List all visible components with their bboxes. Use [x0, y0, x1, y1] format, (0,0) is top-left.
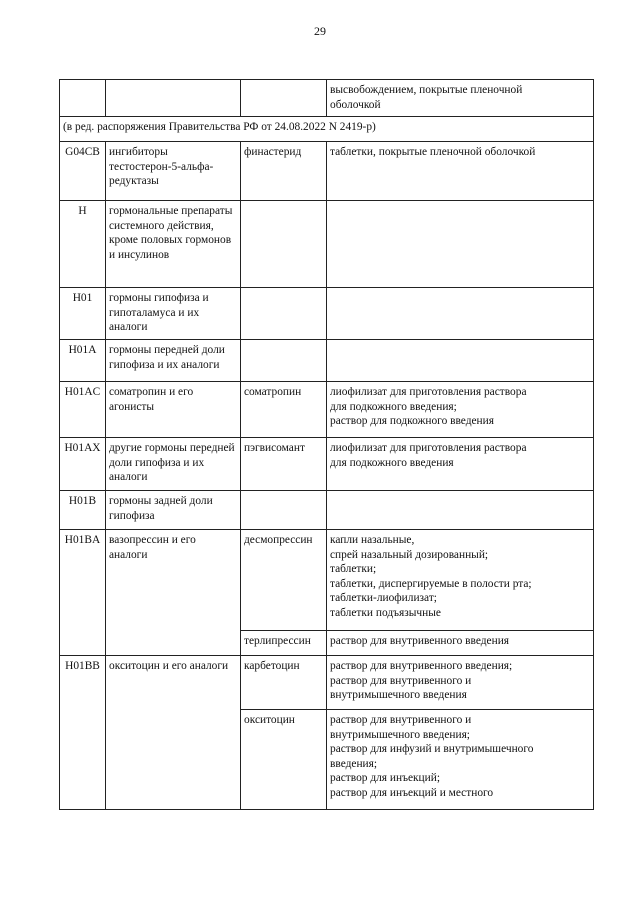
dosage-form-line: раствор для инъекций;: [330, 772, 441, 784]
atc-code-cell: H01AX: [60, 438, 106, 491]
substance-cell: [241, 340, 327, 382]
atc-code-cell: H01B: [60, 491, 106, 530]
dosage-form-line: раствор для внутривенного и: [330, 674, 472, 687]
atc-group-cell: [106, 80, 241, 117]
dosage-form-line: для подкожного введения: [330, 456, 454, 469]
substance-cell: карбетоцин: [241, 656, 327, 710]
atc-group-cell: соматропин и его агонисты: [106, 382, 241, 438]
table-row: [60, 80, 594, 117]
atc-group-cell: гормональные препараты системного действия, кроме половых гормонов и инсулинов: [106, 201, 241, 288]
substance-cell: финастерид: [241, 142, 327, 201]
table-row: [60, 382, 594, 438]
dosage-form-line: раствор для инфузий и внутримышечного: [330, 743, 534, 755]
substance-cell: пэгвисомант: [241, 438, 327, 491]
atc-group-cell: гормоны задней доли гипофиза: [106, 491, 241, 530]
atc-group-cell: ингибиторы тестостерон-5-альфа-редуктазы: [106, 142, 241, 201]
dosage-form-line: раствор для внутривенного введения: [330, 635, 510, 647]
atc-group-cell: вазопрессин и его аналоги: [106, 530, 241, 656]
dosage-form-line: раствор для внутривенного и: [330, 714, 472, 726]
dosage-form-line: раствор для подкожного введения: [330, 415, 494, 427]
dosage-form-line: оболочкой: [330, 98, 381, 111]
amendment-note: (в ред. распоряжения Правительства РФ от 24.08.2022 N 2419-р): [60, 117, 594, 142]
substance-cell: соматропин: [241, 382, 327, 438]
atc-code-cell: H: [60, 201, 106, 288]
dosage-form-line: таблетки, диспергируемые в полости рта;: [330, 577, 532, 590]
dosage-form-cell: [327, 631, 594, 656]
dosage-form-cell: [327, 656, 594, 710]
dosage-form-line: введения;: [330, 757, 378, 770]
table-row: [60, 201, 594, 288]
substance-cell: [241, 201, 327, 288]
dosage-form-line: внутримышечного введения: [330, 689, 467, 701]
atc-code-cell: H01: [60, 288, 106, 340]
atc-group-cell: другие гормоны передней доли гипофиза и их аналоги: [106, 438, 241, 491]
substance-cell: [241, 80, 327, 117]
table-row: [60, 491, 594, 530]
dosage-form-cell: [327, 438, 594, 491]
atc-code-cell: H01BB: [60, 656, 106, 810]
dosage-form-line: таблетки подъязычные: [330, 606, 441, 619]
dosage-form-line: раствор для инъекций и местного: [330, 786, 494, 799]
dosage-form-line: спрей назальный дозированный;: [330, 548, 489, 561]
dosage-form-line: таблетки-лиофилизат;: [330, 592, 437, 604]
table-row: [60, 340, 594, 382]
atc-code-cell: [60, 80, 106, 117]
dosage-form-cell: [327, 710, 594, 810]
dosage-form-cell: [327, 340, 594, 382]
dosage-form-line: лиофилизат для приготовления раствора: [330, 386, 527, 398]
table-row: [60, 656, 594, 710]
atc-code-cell: H01BA: [60, 530, 106, 656]
atc-group-cell: окситоцин и его аналоги: [106, 656, 241, 810]
substance-cell: [241, 491, 327, 530]
drug-list-table: [59, 79, 594, 810]
dosage-form-line: лиофилизат для приготовления раствора: [330, 442, 527, 454]
substance-cell: терлипрессин: [241, 631, 327, 656]
dosage-form-line: таблетки, покрытые пленочной оболочкой: [330, 146, 536, 158]
table-row: [60, 142, 594, 201]
atc-group-cell: гормоны передней доли гипофиза и их аналоги: [106, 340, 241, 382]
dosage-form-line: высвобождением, покрытые пленочной: [330, 84, 523, 96]
atc-code-cell: H01A: [60, 340, 106, 382]
dosage-form-cell: [327, 288, 594, 340]
atc-code-cell: G04CB: [60, 142, 106, 201]
table-row: [60, 530, 594, 631]
dosage-form-line: раствор для внутривенного введения;: [330, 660, 513, 672]
atc-group-cell: гормоны гипофиза и гипоталамуса и их аналоги: [106, 288, 241, 340]
table-body: [60, 80, 594, 810]
dosage-form-line: внутримышечного введения;: [330, 728, 470, 741]
table-row: [60, 288, 594, 340]
dosage-form-cell: [327, 382, 594, 438]
dosage-form-cell: [327, 80, 594, 117]
substance-cell: [241, 288, 327, 340]
dosage-form-line: капли назальные,: [330, 534, 415, 546]
page-number: 29: [314, 24, 326, 38]
dosage-form-line: для подкожного введения;: [330, 400, 457, 413]
dosage-form-line: таблетки;: [330, 563, 377, 575]
substance-cell: десмопрессин: [241, 530, 327, 631]
dosage-form-cell: [327, 491, 594, 530]
table-row: [60, 438, 594, 491]
amendment-note-row: [60, 117, 594, 142]
dosage-form-cell: [327, 142, 594, 201]
dosage-form-cell: [327, 530, 594, 631]
substance-cell: окситоцин: [241, 710, 327, 810]
atc-code-cell: H01AC: [60, 382, 106, 438]
dosage-form-cell: [327, 201, 594, 288]
